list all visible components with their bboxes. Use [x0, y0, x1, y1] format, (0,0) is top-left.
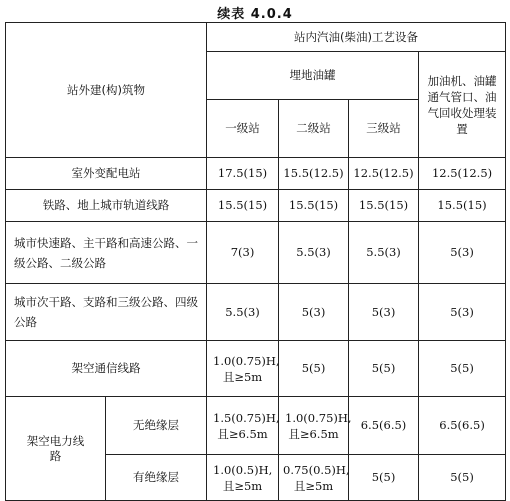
header-outside-building: 站外建(构)筑物 [6, 23, 207, 158]
header-grade1: 一级站 [207, 100, 279, 158]
cell-grade2: 5(3) [279, 284, 349, 341]
cell-dispenser: 12.5(12.5) [419, 158, 506, 190]
cell-grade3: 6.5(6.5) [349, 397, 419, 455]
table-row [6, 222, 506, 284]
table-row [6, 158, 506, 190]
cell-dispenser: 5(5) [419, 341, 506, 397]
cell-grade1: 1.5(0.75)H,且≥6.5m [207, 397, 279, 455]
row-label: 城市快速路、主干路和高速公路、一级公路、二级公路 [6, 222, 207, 284]
cell-grade1: 15.5(15) [207, 190, 279, 222]
cell-grade2: 1.0(0.75)H,且≥6.5m [279, 397, 349, 455]
cell-grade2: 5.5(3) [279, 222, 349, 284]
cell-grade3: 5(3) [349, 284, 419, 341]
cell-dispenser: 5(5) [419, 455, 506, 501]
cell-dispenser: 5(3) [419, 222, 506, 284]
cell-grade1: 7(3) [207, 222, 279, 284]
cell-dispenser: 6.5(6.5) [419, 397, 506, 455]
distance-table [5, 22, 506, 501]
cell-grade2: 15.5(15) [279, 190, 349, 222]
table-row [6, 397, 506, 455]
cell-grade2: 15.5(12.5) [279, 158, 349, 190]
header-grade2: 二级站 [279, 100, 349, 158]
cell-grade3: 5.5(3) [349, 222, 419, 284]
cell-grade3: 15.5(15) [349, 190, 419, 222]
cell-dispenser: 15.5(15) [419, 190, 506, 222]
cell-grade1: 1.0(0.5)H,且≥5m [207, 455, 279, 501]
table-row [6, 190, 506, 222]
table-title: 续表 4.0.4 [217, 7, 293, 22]
cell-dispenser: 5(3) [419, 284, 506, 341]
cell-grade2: 5(5) [279, 341, 349, 397]
cell-grade3: 12.5(12.5) [349, 158, 419, 190]
cell-grade1: 5.5(3) [207, 284, 279, 341]
cell-grade3: 5(5) [349, 341, 419, 397]
table-row [6, 284, 506, 341]
row-label: 铁路、地上城市轨道线路 [6, 190, 207, 222]
header-buried-tank: 埋地油罐 [207, 52, 419, 100]
cell-grade1: 1.0(0.75)H,且≥5m [207, 341, 279, 397]
cell-grade2: 0.75(0.5)H,且≥5m [279, 455, 349, 501]
row-label: 室外变配电站 [6, 158, 207, 190]
table-row [6, 341, 506, 397]
cell-grade1: 17.5(15) [207, 158, 279, 190]
header-equipment-group: 站内汽油(柴油)工艺设备 [207, 23, 506, 52]
row-sublabel: 有绝缘层 [106, 455, 207, 501]
row-label: 架空通信线路 [6, 341, 207, 397]
cell-grade3: 5(5) [349, 455, 419, 501]
power-line-label: 架空电力线路 [6, 397, 106, 501]
row-label: 城市次干路、支路和三级公路、四级公路 [6, 284, 207, 341]
header-dispenser-equipment: 加油机、油罐通气管口、油气回收处理装置 [419, 52, 506, 158]
row-sublabel: 无绝缘层 [106, 397, 207, 455]
header-grade3: 三级站 [349, 100, 419, 158]
